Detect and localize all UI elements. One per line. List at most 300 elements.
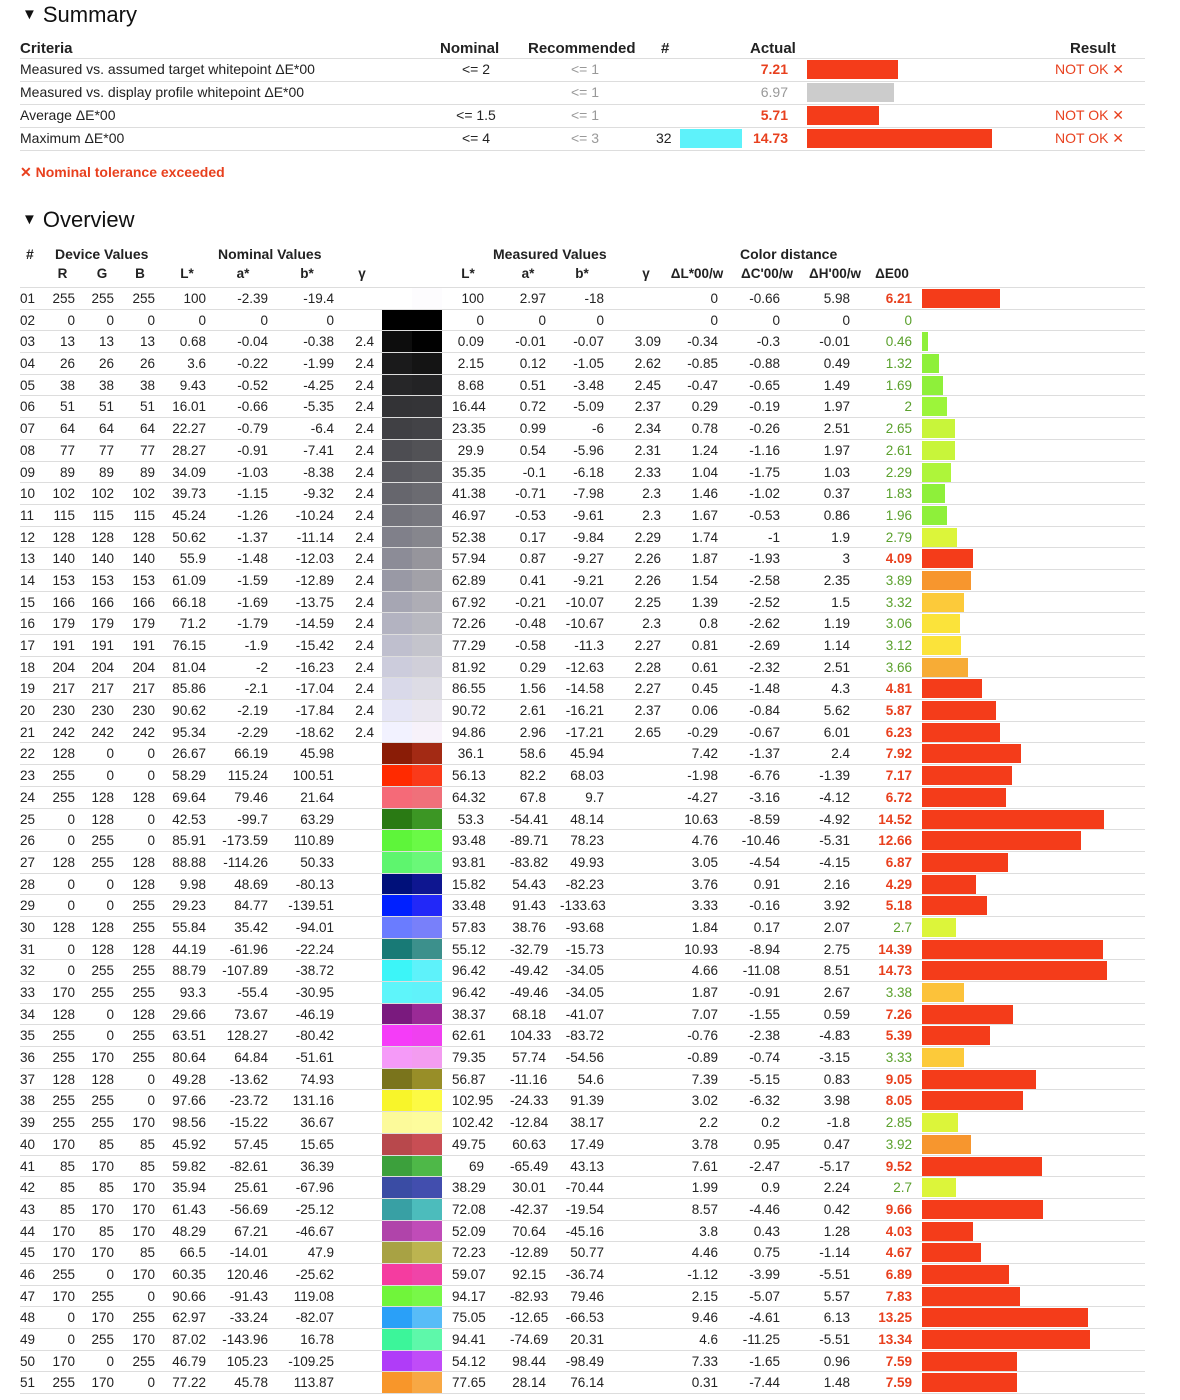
- measured-swatch: [412, 1264, 442, 1285]
- cell-12: 0.31: [691, 1375, 718, 1391]
- cell-5: -61.96: [229, 941, 268, 957]
- cell-10: -12.63: [565, 659, 604, 675]
- cell-6: -22.24: [295, 941, 334, 957]
- cell-0: 28: [20, 876, 36, 892]
- cell-6: -46.19: [295, 1006, 334, 1022]
- nominal-swatch: [382, 396, 412, 417]
- cell-12: -0.34: [687, 334, 718, 350]
- cell-15: 5.39: [885, 1028, 912, 1044]
- col-actual: Actual: [750, 40, 796, 57]
- measured-swatch: [412, 1112, 442, 1133]
- cell-14: 2.16: [823, 876, 850, 892]
- cell-8: 72.23: [452, 1245, 486, 1261]
- cell-2: 255: [91, 854, 114, 870]
- cell-7: 2.4: [355, 421, 374, 437]
- measured-swatch: [412, 527, 442, 548]
- cell-8: 62.89: [452, 572, 486, 588]
- cell-2: 0: [106, 312, 114, 328]
- measured-swatch: [412, 288, 442, 309]
- cell-10: 45.94: [570, 746, 604, 762]
- cell-11: 2.27: [634, 681, 661, 697]
- cell-4: 50.62: [172, 529, 206, 545]
- cell-10: 20.31: [570, 1332, 604, 1347]
- cell-0: 24: [20, 789, 36, 805]
- cell-8: 72.26: [452, 616, 486, 632]
- cell-5: -107.89: [222, 963, 268, 979]
- cell-0: 27: [20, 854, 36, 870]
- delta-bar: [922, 571, 971, 590]
- nominal-swatch: [382, 1156, 412, 1177]
- cell-4: 66.18: [172, 594, 206, 610]
- cell-15: 6.89: [885, 1266, 912, 1282]
- cell-15: 3.38: [885, 985, 912, 1000]
- cell-6: -16.23: [295, 659, 334, 675]
- overview-heading[interactable]: ▼ Overview: [22, 207, 135, 232]
- cell-5: -2: [255, 659, 268, 675]
- cell-13: -5.07: [749, 1288, 780, 1304]
- delta-bar: [922, 484, 945, 503]
- cell-13: -0.26: [749, 421, 780, 437]
- cell-9: 0.87: [519, 551, 546, 567]
- delta-bar: [922, 1243, 981, 1262]
- cell-2: 191: [91, 638, 114, 653]
- nominal-swatch: [382, 613, 412, 634]
- cell-9: 0.12: [519, 356, 546, 372]
- cell-5: -13.62: [229, 1071, 268, 1087]
- cell-1: 170: [52, 1223, 75, 1239]
- nominal-swatch: [382, 1069, 412, 1090]
- actual-bar: [807, 106, 879, 125]
- cell-9: 67.8: [519, 789, 546, 805]
- cell-12: 3.33: [691, 898, 718, 914]
- cell-8: 52.09: [452, 1223, 486, 1239]
- cell-15: 1.69: [885, 377, 912, 393]
- cell-5: -23.72: [229, 1093, 268, 1109]
- overview-row: [20, 1372, 1145, 1394]
- nominal-swatch: [382, 1264, 412, 1285]
- overview-row: [20, 1134, 1145, 1156]
- cell-5: 67.21: [234, 1223, 268, 1239]
- group-num: #: [26, 246, 34, 262]
- cell-12: 0.81: [691, 638, 718, 653]
- cell-15: 2.29: [885, 464, 912, 480]
- cell-13: -1.75: [749, 464, 780, 480]
- col-criteria: Criteria: [20, 40, 73, 57]
- collapse-triangle-icon[interactable]: ▼: [22, 211, 37, 228]
- delta-bar: [922, 419, 955, 438]
- cell-5: 84.77: [234, 898, 268, 914]
- cell-1: 255: [52, 768, 75, 784]
- cell-4: 98.56: [172, 1115, 206, 1131]
- cell-8: 100: [461, 291, 484, 306]
- cell-15: 14.39: [878, 941, 912, 957]
- cell-4: 80.64: [172, 1050, 206, 1066]
- overview-row: [20, 1025, 1145, 1047]
- cell-12: 0.06: [691, 703, 718, 719]
- cell-10: -54.56: [565, 1050, 604, 1066]
- nominal-swatch: [382, 982, 412, 1003]
- cell-14: 2.67: [823, 985, 850, 1000]
- cell-4: 44.19: [172, 941, 206, 957]
- cell-14: 1.5: [831, 594, 850, 610]
- cell-13: -0.88: [749, 356, 780, 372]
- measured-swatch: [412, 657, 442, 678]
- cell-1: 102: [52, 486, 75, 502]
- delta-bar: [922, 397, 947, 416]
- cell-2: 204: [91, 659, 114, 675]
- cell-2: 51: [98, 399, 114, 415]
- overview-row: [20, 765, 1145, 787]
- cell-9: 60.63: [512, 1136, 546, 1152]
- delta-bar: [922, 1070, 1036, 1089]
- cell-0: 23: [20, 768, 36, 784]
- cell-5: -0.52: [237, 377, 268, 393]
- nominal-swatch: [382, 852, 412, 873]
- cell-12: 2.15: [691, 1288, 718, 1304]
- cell-10: -18: [584, 291, 604, 306]
- cell-12: -1.98: [687, 768, 718, 784]
- cell-14: -5.31: [819, 833, 850, 849]
- cell-6: -67.96: [295, 1180, 334, 1196]
- cell-13: -3.16: [749, 789, 780, 805]
- cell-3: 85: [139, 1136, 155, 1152]
- column-header-dl: ΔL*00/w: [670, 266, 724, 281]
- cell-4: 85.91: [172, 833, 206, 849]
- measured-swatch: [412, 1242, 442, 1263]
- nominal-swatch: [382, 592, 412, 613]
- cell-0: 10: [20, 486, 36, 502]
- cell-8: 94.41: [452, 1332, 486, 1347]
- cell-5: -99.7: [237, 811, 268, 827]
- cell-6: -25.12: [295, 1201, 334, 1217]
- cell-8: 94.17: [452, 1288, 486, 1304]
- cell-5: -1.03: [237, 464, 268, 480]
- measured-swatch: [412, 310, 442, 331]
- cell-10: -9.27: [573, 551, 604, 567]
- measured-swatch: [412, 917, 442, 938]
- cell-3: 0: [147, 768, 155, 784]
- cell-12: -0.85: [687, 356, 718, 372]
- cell-8: 0.09: [457, 334, 484, 350]
- cell-14: 2.07: [823, 919, 850, 935]
- cell-5: -2.39: [237, 291, 268, 306]
- nominal-cell: <= 1.5: [456, 107, 496, 123]
- cell-2: 85: [98, 1136, 114, 1152]
- cell-9: -0.58: [515, 638, 546, 653]
- cell-13: -1: [767, 529, 780, 545]
- nominal-swatch: [382, 353, 412, 374]
- cell-1: 0: [67, 876, 75, 892]
- cell-15: 4.03: [885, 1223, 912, 1239]
- cell-10: -10.07: [565, 594, 604, 610]
- cell-12: -0.76: [687, 1028, 718, 1044]
- cell-1: 51: [59, 399, 75, 415]
- cell-4: 69.64: [172, 789, 206, 805]
- cell-4: 93.3: [179, 985, 206, 1000]
- cell-8: 0: [476, 312, 484, 328]
- cell-14: -1.8: [826, 1115, 850, 1131]
- cell-13: -6.76: [749, 768, 780, 784]
- cell-0: 02: [20, 312, 36, 328]
- overview-group-header: [20, 246, 1145, 264]
- cell-14: 2.35: [823, 572, 850, 588]
- cell-3: 0: [147, 1288, 155, 1304]
- cell-2: 0: [106, 768, 114, 784]
- cell-10: -5.96: [573, 442, 604, 458]
- cell-8: 15.82: [452, 876, 486, 892]
- measured-swatch: [412, 939, 442, 960]
- nominal-swatch: [382, 1047, 412, 1068]
- patch-swatch: [680, 129, 742, 148]
- cell-7: 2.4: [355, 356, 374, 372]
- cell-6: 36.67: [300, 1115, 334, 1131]
- cell-6: 21.64: [300, 789, 334, 805]
- cell-0: 46: [20, 1266, 36, 1282]
- cell-10: -93.68: [565, 919, 604, 935]
- delta-bar: [922, 940, 1103, 959]
- overview-row: [20, 1351, 1145, 1373]
- cell-11: 2.65: [634, 724, 661, 740]
- group-measured: Measured Values: [493, 246, 607, 262]
- nominal-swatch: [382, 462, 412, 483]
- cell-5: -0.04: [237, 334, 268, 350]
- cell-1: 0: [67, 963, 75, 979]
- cell-2: 153: [91, 572, 114, 588]
- cell-9: -0.53: [515, 507, 546, 523]
- measured-swatch: [412, 1329, 442, 1350]
- cell-2: 179: [91, 616, 114, 632]
- cell-12: 3.05: [691, 854, 718, 870]
- overview-row: [20, 852, 1145, 874]
- cell-4: 61.09: [172, 572, 206, 588]
- cell-1: 255: [52, 1028, 75, 1044]
- delta-bar: [922, 658, 968, 677]
- cell-13: 0.2: [761, 1115, 780, 1131]
- delta-bar: [922, 1026, 990, 1045]
- cell-10: -70.44: [565, 1180, 604, 1196]
- cell-6: 131.16: [292, 1093, 334, 1109]
- cell-9: 91.43: [512, 898, 546, 914]
- cell-13: -2.52: [749, 594, 780, 610]
- cell-8: 38.37: [452, 1006, 486, 1022]
- collapse-triangle-icon[interactable]: ▼: [22, 6, 37, 23]
- cell-1: 13: [59, 334, 75, 350]
- delta-bar: [922, 1308, 1088, 1327]
- cell-15: 3.66: [885, 659, 912, 675]
- cell-3: 255: [132, 1310, 155, 1326]
- cell-13: -0.65: [749, 377, 780, 393]
- cell-9: 0.29: [519, 659, 546, 675]
- cell-6: -80.13: [295, 876, 334, 892]
- measured-swatch: [412, 592, 442, 613]
- cell-9: 82.2: [519, 768, 546, 784]
- nominal-swatch: [382, 1112, 412, 1133]
- cell-9: -11.16: [510, 1071, 548, 1087]
- cell-14: 8.51: [823, 963, 850, 979]
- cell-0: 48: [20, 1310, 36, 1326]
- cell-3: 255: [132, 963, 155, 979]
- cell-5: -82.61: [229, 1158, 268, 1174]
- cell-8: 56.13: [452, 768, 486, 784]
- measured-swatch: [412, 700, 442, 721]
- cell-13: -0.16: [749, 898, 780, 914]
- cell-13: -2.47: [749, 1158, 780, 1174]
- cell-0: 38: [20, 1093, 36, 1109]
- nominal-swatch: [382, 939, 412, 960]
- overview-row: [20, 1090, 1145, 1112]
- cell-3: 255: [132, 1028, 155, 1044]
- cell-14: 5.98: [823, 291, 850, 306]
- overview-row: [20, 331, 1145, 353]
- nominal-swatch: [382, 375, 412, 396]
- cell-9: 38.76: [512, 919, 546, 935]
- summary-heading[interactable]: ▼ Summary: [22, 2, 137, 27]
- measured-swatch: [412, 1069, 442, 1090]
- cell-14: 3.98: [823, 1093, 850, 1109]
- cell-11: 3.09: [634, 334, 661, 350]
- delta-bar: [922, 1048, 964, 1067]
- cell-15: 2.65: [885, 421, 912, 437]
- cell-7: 2.4: [355, 638, 374, 653]
- cell-5: -1.15: [237, 486, 268, 502]
- cell-10: -45.16: [565, 1223, 604, 1239]
- cell-5: -1.26: [237, 507, 268, 523]
- delta-bar: [922, 961, 1107, 980]
- cell-0: 33: [20, 985, 36, 1000]
- cell-3: 102: [132, 486, 155, 502]
- overview-row: [20, 1329, 1145, 1351]
- cell-12: -4.27: [687, 789, 718, 805]
- cell-10: 76.14: [570, 1375, 604, 1391]
- cell-8: 56.87: [452, 1071, 486, 1087]
- cell-5: -0.91: [237, 442, 268, 458]
- cell-11: 2.3: [642, 507, 661, 523]
- cell-0: 18: [20, 659, 36, 675]
- column-header-g: G: [96, 266, 108, 281]
- cell-3: 51: [139, 399, 155, 415]
- overview-row: [20, 743, 1145, 765]
- cell-15: 9.66: [885, 1201, 912, 1217]
- overview-row: [20, 1047, 1145, 1069]
- cell-0: 36: [20, 1050, 36, 1066]
- cell-0: 08: [20, 442, 36, 458]
- delta-bar: [922, 332, 928, 351]
- cell-0: 49: [20, 1332, 36, 1347]
- summary-row: [20, 81, 1145, 104]
- cell-3: 128: [132, 854, 155, 870]
- cell-5: 105.23: [226, 1353, 268, 1369]
- column-header-na: a*: [236, 266, 250, 281]
- cell-8: 62.61: [452, 1028, 486, 1044]
- cell-6: -9.32: [303, 486, 334, 502]
- overview-row: [20, 830, 1145, 852]
- cell-6: -17.04: [295, 681, 334, 697]
- cell-1: 0: [67, 312, 75, 328]
- cell-15: 1.83: [885, 486, 912, 502]
- cell-0: 21: [20, 724, 36, 740]
- cell-10: -66.53: [565, 1310, 604, 1326]
- cell-13: -0.19: [749, 399, 780, 415]
- cell-3: 255: [132, 919, 155, 935]
- nominal-swatch: [382, 809, 412, 830]
- cell-6: -12.89: [295, 572, 334, 588]
- delta-bar: [922, 1091, 1023, 1110]
- cell-6: -6.4: [310, 421, 334, 437]
- cell-10: 48.14: [570, 811, 604, 827]
- cell-14: 0.96: [823, 1353, 850, 1369]
- cell-10: -10.67: [565, 616, 604, 632]
- column-header-dh: ΔH'00/w: [809, 266, 861, 281]
- cell-8: 35.35: [452, 464, 486, 480]
- cell-3: 128: [132, 789, 155, 805]
- cell-1: 140: [52, 551, 75, 567]
- cell-4: 3.6: [187, 356, 206, 372]
- cell-12: 0.29: [691, 399, 718, 415]
- cell-4: 48.29: [172, 1223, 206, 1239]
- cell-6: 0: [326, 312, 334, 328]
- cell-14: -5.51: [819, 1266, 850, 1282]
- cell-15: 2.85: [885, 1115, 912, 1131]
- criteria-cell: Maximum ΔE*00: [20, 130, 125, 146]
- cell-7: 2.4: [355, 681, 374, 697]
- cell-0: 47: [20, 1288, 36, 1304]
- measured-swatch: [412, 895, 442, 916]
- overview-row: [20, 527, 1145, 549]
- cell-6: -11.14: [296, 529, 334, 545]
- cell-8: 41.38: [452, 486, 486, 502]
- cell-3: 140: [132, 551, 155, 567]
- cell-7: 2.4: [355, 507, 374, 523]
- cell-9: 70.64: [512, 1223, 546, 1239]
- overview-row: [20, 722, 1145, 744]
- cell-9: -65.49: [510, 1158, 549, 1174]
- cell-8: 90.72: [452, 703, 486, 719]
- measured-swatch: [412, 1307, 442, 1328]
- nominal-swatch: [382, 288, 412, 309]
- cell-2: 170: [91, 1201, 114, 1217]
- cell-9: -49.42: [510, 963, 549, 979]
- measured-swatch: [412, 765, 442, 786]
- measured-swatch: [412, 613, 442, 634]
- measured-swatch: [412, 787, 442, 808]
- cell-2: 128: [91, 811, 114, 827]
- cell-2: 255: [91, 1093, 114, 1109]
- cell-1: 77: [59, 442, 75, 458]
- measured-swatch: [412, 1372, 442, 1393]
- cell-8: 46.97: [452, 507, 486, 523]
- overview-row: [20, 1264, 1145, 1286]
- cell-0: 32: [20, 963, 36, 979]
- cell-3: 230: [132, 703, 155, 719]
- delta-bar: [922, 744, 1021, 763]
- cell-14: -4.92: [819, 811, 850, 827]
- cell-4: 0: [198, 312, 206, 328]
- cell-14: -5.17: [819, 1158, 850, 1174]
- cell-0: 22: [20, 746, 36, 762]
- cell-4: 9.43: [179, 377, 206, 393]
- cell-0: 39: [20, 1115, 36, 1131]
- cell-3: 170: [132, 1180, 155, 1196]
- cell-15: 3.06: [885, 616, 912, 632]
- cell-4: 45.24: [172, 507, 206, 523]
- cell-13: 0.95: [753, 1136, 780, 1152]
- column-header-nb: b*: [300, 266, 314, 281]
- cell-4: 55.84: [172, 919, 206, 935]
- cell-6: 36.39: [300, 1158, 334, 1174]
- result-cell: NOT OK ✕: [1055, 107, 1125, 123]
- cell-11: 2.25: [634, 594, 661, 610]
- cell-6: -7.41: [303, 442, 334, 458]
